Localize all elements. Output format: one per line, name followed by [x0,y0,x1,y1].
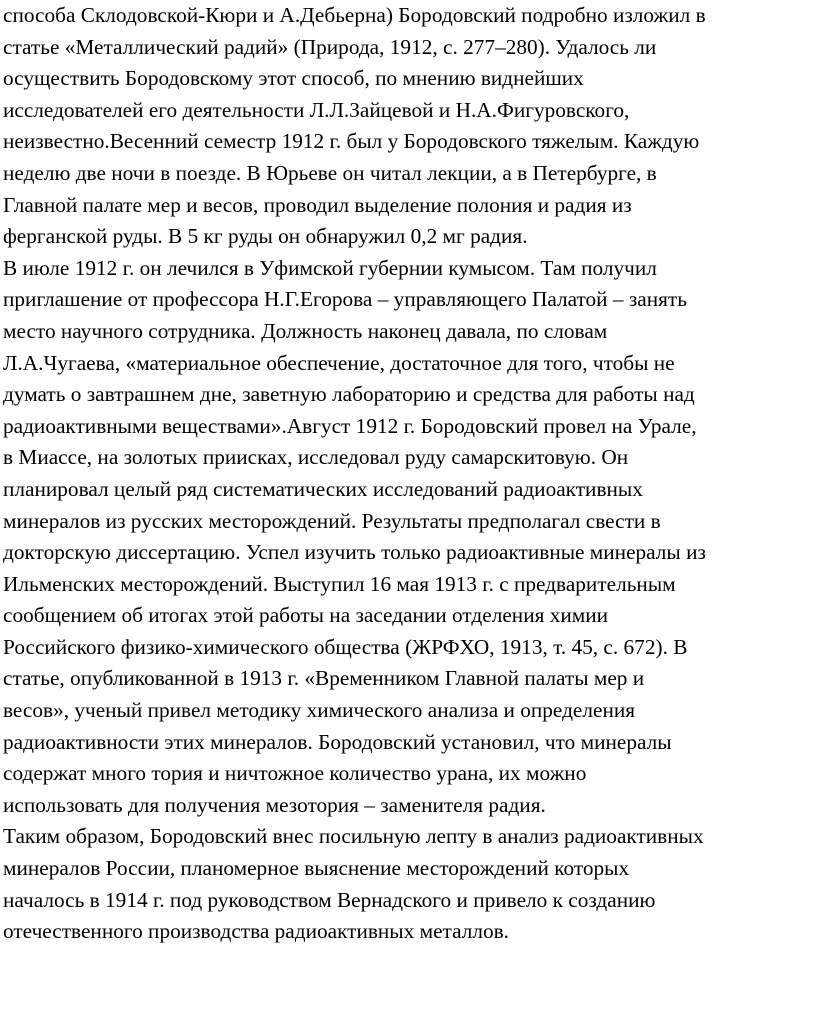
text-line: минералов России, планомерное выяснение месторождений которых [3,856,630,881]
text-line: ферганской руды. В 5 кг руды он обнаружил 0,2 мг радия. [3,224,528,249]
text-line: началось в 1914 г. под руководством Вернадского и привело к созданию [3,887,656,912]
text-line: сообщением об итогах этой работы на заседании отделения химии [3,603,609,628]
text-line: минералов из русских месторождений. Результаты предполагал свести в [3,508,661,533]
paragraph-2 [3,253,812,822]
text-line: думать о завтрашнем дне, заветную лабораторию и средства для работы над [3,382,695,407]
text-line: весов», ученый привел методику химического анализа и определения [3,698,636,723]
text-line: исследователей его деятельности Л.Л.Зайцевой и Н.А.Фигуровского, [3,97,630,122]
text-line: радиоактивными веществами».Август 1912 г. Бородовский провел на Урале, [3,413,697,438]
text-line: статье, опубликованной в 1913 г. «Временником Главной палаты мер и [3,666,645,691]
paragraph-1 [3,0,812,253]
text-line: осуществить Бородовскому этот способ, по мнению виднейших [3,66,584,91]
text-line: Л.А.Чугаева, «материальное обеспечение, достаточное для того, чтобы не [3,350,675,375]
text-line: неделю две ночи в поезде. В Юрьеве он читал лекции, а в Петербурге, в [3,160,657,185]
text-line: Главной палате мер и весов, проводил выделение полония и радия из [3,192,632,217]
text-line: отечественного производства радиоактивных металлов. [3,919,510,944]
text-line: Таким образом, Бородовский внес посильную лепту в анализ радиоактивных [3,824,704,849]
text-line: использовать для получения мезотория – заменителя радия. [3,792,546,817]
text-line: в Миассе, на золотых приисках, исследовал руду самарскитовую. Он [3,445,629,470]
text-line: планировал целый ряд систематических исследований радиоактивных [3,476,643,501]
text-line: приглашение от профессора Н.Г.Егорова – управляющего Палатой – занять [3,287,687,312]
text-line: Ильменских месторождений. Выступил 16 мая 1913 г. с предварительным [3,571,676,596]
text-line: статье «Металлический радий» (Природа, 1912, с. 277–280). Удалось ли [3,34,657,59]
text-line: В июле 1912 г. он лечился в Уфимской губернии кумысом. Там получил [3,255,657,280]
text-line: содержат много тория и ничтожное количество урана, их можно [3,761,587,786]
text-line: Российского физико-химического общества (ЖРФХО, 1913, т. 45, с. 672). В [3,634,688,659]
text-line: место научного сотрудника. Должность наконец давала, по словам [3,318,608,343]
text-line: способа Склодовской-Кюри и А.Дебьерна) Бородовский подробно изложил в [3,3,706,27]
text-line: неизвестно.Весенний семестр 1912 г. был у Бородовского тяжелым. Каждую [3,129,700,154]
text-line: докторскую диссертацию. Успел изучить только радиоактивные минералы из [3,540,706,565]
paragraph-3 [3,821,812,947]
text-line: радиоактивности этих минералов. Бородовский установил, что минералы [3,729,672,754]
